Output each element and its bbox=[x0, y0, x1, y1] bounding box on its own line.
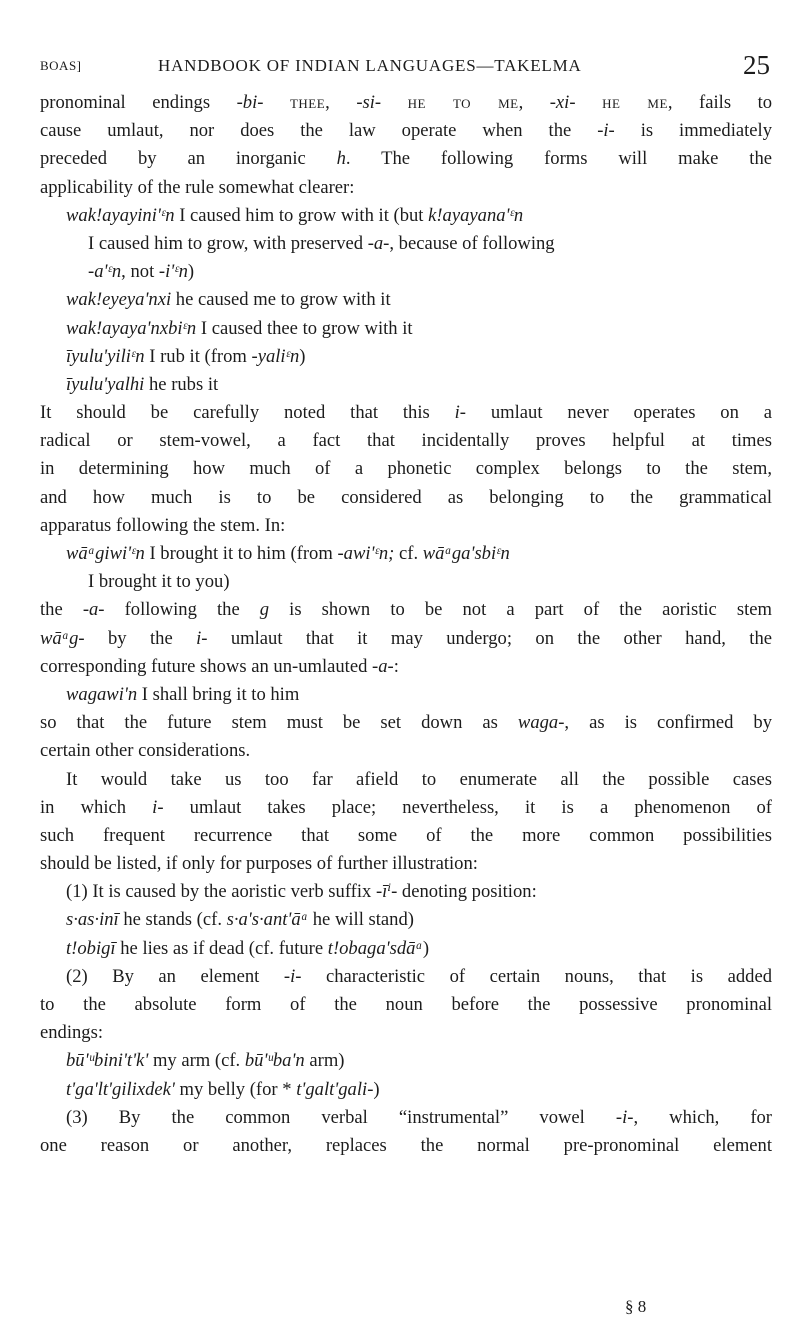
body-text bbox=[40, 89, 772, 1160]
italic-form: i- bbox=[196, 627, 208, 649]
text-run: I brought it to him (from bbox=[144, 543, 338, 564]
italic-form: wāᵃga'sbiᵋn bbox=[422, 543, 510, 564]
italic-form: -a- bbox=[367, 232, 390, 254]
text-run: I shall bring it to him bbox=[137, 683, 300, 705]
text-line bbox=[40, 794, 772, 822]
text-run: : bbox=[393, 655, 399, 677]
small-caps-gloss: he me bbox=[602, 92, 668, 113]
text-line bbox=[40, 709, 772, 737]
italic-form: -si- bbox=[356, 92, 382, 113]
text-line bbox=[40, 1104, 772, 1132]
italic-form: t!obaga'sdāᵃ bbox=[327, 937, 423, 959]
text-run: (2) By an element bbox=[66, 965, 284, 987]
text-run: apparatus following the stem. In: bbox=[40, 514, 286, 536]
italic-form: k!ayayana'ᵋn bbox=[428, 204, 524, 226]
text-line bbox=[40, 540, 772, 568]
text-line bbox=[40, 512, 772, 540]
text-run: certain other considerations. bbox=[40, 740, 251, 762]
text-line bbox=[40, 850, 772, 878]
text-line bbox=[40, 1076, 772, 1104]
italic-form: -i'ᵋn bbox=[158, 261, 188, 283]
text-run: and how much is to be considered as belonging to the grammatical bbox=[40, 486, 772, 508]
text-run: characteristic of certain nouns, that is added bbox=[301, 965, 772, 987]
text-run bbox=[381, 92, 408, 113]
text-run: It would take us too far afield to enumerate all the possible cases bbox=[66, 768, 772, 790]
italic-form: g bbox=[259, 599, 270, 621]
italic-form: t'ga'lt'gilixdek' bbox=[66, 1078, 175, 1100]
text-run: one reason or another, replaces the normal pre-pronominal element bbox=[40, 1134, 772, 1156]
text-run: to the absolute form of the noun before the possessive pronominal bbox=[40, 994, 772, 1015]
italic-form: wak!eyeya'nxi bbox=[66, 289, 172, 311]
page-header bbox=[40, 50, 770, 80]
text-run: the bbox=[40, 599, 83, 621]
text-line bbox=[40, 1047, 772, 1075]
text-line bbox=[40, 653, 772, 681]
italic-form: t!obigī bbox=[66, 937, 116, 959]
text-run: ) bbox=[187, 261, 195, 283]
text-run: by the bbox=[84, 627, 197, 649]
text-run: It should be carefully noted that this bbox=[40, 402, 455, 424]
text-run: corresponding future shows an un-umlauted bbox=[40, 655, 373, 677]
text-run: (1) It is caused by the aoristic verb suffix bbox=[66, 881, 376, 903]
text-line bbox=[40, 935, 772, 963]
italic-form: -awi'ᵋn; bbox=[337, 543, 395, 564]
small-caps-gloss: he to me bbox=[407, 92, 519, 113]
text-run: . The following forms will make the bbox=[345, 148, 772, 170]
text-line bbox=[40, 906, 772, 934]
italic-form: wāᵃgiwi'ᵋn bbox=[66, 543, 145, 564]
text-run: following the bbox=[104, 599, 260, 621]
text-run: ) bbox=[422, 937, 430, 959]
text-run: endings: bbox=[40, 1022, 104, 1044]
italic-form: īyulu'yalhi bbox=[66, 373, 145, 395]
italic-form: wagawi'n bbox=[66, 683, 138, 705]
text-run: cause umlaut, nor does the law operate when the bbox=[40, 120, 598, 142]
author-running-head: BOAS] bbox=[40, 58, 82, 73]
text-line bbox=[40, 230, 772, 258]
text-run: umlaut takes place; nevertheless, it is a phenomenon of bbox=[163, 796, 773, 818]
text-line bbox=[40, 1132, 772, 1160]
text-line bbox=[40, 455, 772, 483]
text-run: he stands (cf. bbox=[118, 909, 227, 931]
text-run: my arm (cf. bbox=[148, 1050, 245, 1072]
text-run: in which bbox=[40, 796, 153, 818]
text-run: denoting position: bbox=[397, 881, 537, 903]
text-run: is immediately bbox=[614, 120, 772, 142]
text-run: , not bbox=[121, 261, 159, 283]
book-running-title: HANDBOOK OF INDIAN LANGUAGES—TAKELMA bbox=[158, 56, 582, 75]
text-line bbox=[40, 343, 772, 371]
text-run: should be listed, if only for purposes of further illustration: bbox=[40, 853, 478, 875]
text-run: he lies as if dead (cf. future bbox=[115, 937, 328, 959]
italic-form: bū'ᵘba'n bbox=[244, 1050, 305, 1072]
text-run: I caused thee to grow with it bbox=[196, 317, 413, 339]
text-run: I rub it (from bbox=[144, 345, 252, 367]
italic-form: wāᵃg- bbox=[40, 627, 85, 649]
text-line bbox=[40, 484, 772, 512]
text-line bbox=[40, 286, 772, 314]
text-line bbox=[40, 371, 772, 399]
text-line bbox=[40, 991, 772, 1019]
text-run: radical or stem-vowel, a fact that incidentally proves helpful at times bbox=[40, 430, 772, 452]
text-line bbox=[40, 117, 772, 145]
text-run: I caused him to grow with it (but bbox=[174, 204, 429, 226]
italic-form: t'galt'gali- bbox=[296, 1078, 374, 1100]
italic-form: -xi- bbox=[549, 92, 576, 113]
text-run: ) bbox=[373, 1078, 380, 1100]
text-run: umlaut never operates on a bbox=[465, 402, 772, 424]
text-line bbox=[40, 878, 772, 906]
italic-form: -i- bbox=[615, 1106, 634, 1128]
italic-form: wak!ayayini'ᵋn bbox=[66, 204, 175, 226]
text-run: (3) By the common verbal “instrumental” vowel bbox=[66, 1106, 616, 1128]
text-run: such frequent recurrence that some of the more common possibilities bbox=[40, 824, 772, 846]
text-run: ) bbox=[299, 345, 306, 367]
text-line bbox=[40, 963, 772, 991]
italic-form: bū'ᵘbini't'k' bbox=[66, 1050, 149, 1072]
small-caps-gloss: thee bbox=[289, 92, 326, 113]
italic-form: -a- bbox=[372, 655, 394, 677]
text-run: pronominal endings bbox=[40, 92, 237, 113]
text-run: , bbox=[518, 92, 550, 113]
italic-form: -i- bbox=[283, 965, 302, 987]
text-run: he caused me to grow with it bbox=[171, 289, 391, 311]
italic-form: h bbox=[336, 148, 346, 170]
italic-form: s·as·inī bbox=[66, 909, 119, 931]
italic-form: i- bbox=[454, 402, 466, 424]
text-run: my belly (for * bbox=[174, 1078, 297, 1100]
text-line bbox=[40, 737, 772, 765]
text-run: arm) bbox=[304, 1050, 345, 1072]
text-run: I caused him to grow, with preserved bbox=[88, 232, 368, 254]
text-line bbox=[40, 399, 772, 427]
italic-form: -i- bbox=[597, 120, 615, 142]
text-run bbox=[576, 92, 603, 113]
text-run bbox=[263, 92, 290, 113]
text-line bbox=[40, 202, 772, 230]
text-run: , which, for bbox=[633, 1106, 772, 1128]
section-marker: § 8 bbox=[625, 1297, 647, 1316]
text-line bbox=[40, 625, 772, 653]
text-run: cf. bbox=[394, 543, 423, 564]
text-run: umlaut that it may undergo; on the other hand, the bbox=[207, 627, 772, 649]
text-run: he will stand) bbox=[308, 909, 414, 931]
text-run: is shown to be not a part of the aoristic stem bbox=[269, 599, 773, 621]
text-line bbox=[40, 766, 772, 794]
text-line bbox=[40, 89, 772, 117]
italic-form: īyulu'yiliᵋn bbox=[66, 345, 145, 367]
text-line bbox=[40, 174, 772, 202]
text-run: , as is confirmed by bbox=[564, 712, 772, 734]
italic-form: waga- bbox=[517, 712, 565, 734]
text-line bbox=[40, 145, 772, 173]
text-line bbox=[40, 315, 772, 343]
text-run: applicability of the rule somewhat clearer: bbox=[40, 176, 355, 198]
italic-form: -yaliᵋn bbox=[251, 345, 300, 367]
text-run: , because of following bbox=[389, 232, 555, 254]
text-line bbox=[40, 1019, 772, 1047]
italic-form: s·a's·ant'āᵃ bbox=[226, 909, 309, 931]
text-line bbox=[40, 596, 772, 624]
italic-form: wak!ayaya'nxbiᵋn bbox=[66, 317, 197, 339]
page-number: 25 bbox=[743, 50, 770, 80]
text-run: I brought it to you) bbox=[88, 571, 230, 593]
text-run: in determining how much of a phonetic complex belongs to the stem, bbox=[40, 458, 772, 480]
text-run: he rubs it bbox=[144, 373, 219, 395]
text-run: , bbox=[325, 92, 357, 113]
text-run: preceded by an inorganic bbox=[40, 148, 337, 170]
text-line bbox=[40, 681, 772, 709]
italic-form: -bi- bbox=[236, 92, 264, 113]
italic-form: -a'ᵋn bbox=[88, 261, 122, 283]
italic-form: -a- bbox=[82, 599, 105, 621]
text-line bbox=[40, 822, 772, 850]
italic-form: -īⁱ- bbox=[375, 881, 398, 903]
italic-form: i- bbox=[152, 796, 164, 818]
text-line bbox=[40, 258, 772, 286]
text-run: , fails to bbox=[667, 92, 773, 113]
text-line bbox=[40, 568, 772, 596]
text-line bbox=[40, 427, 772, 455]
text-run: so that the future stem must be set down as bbox=[40, 712, 518, 734]
